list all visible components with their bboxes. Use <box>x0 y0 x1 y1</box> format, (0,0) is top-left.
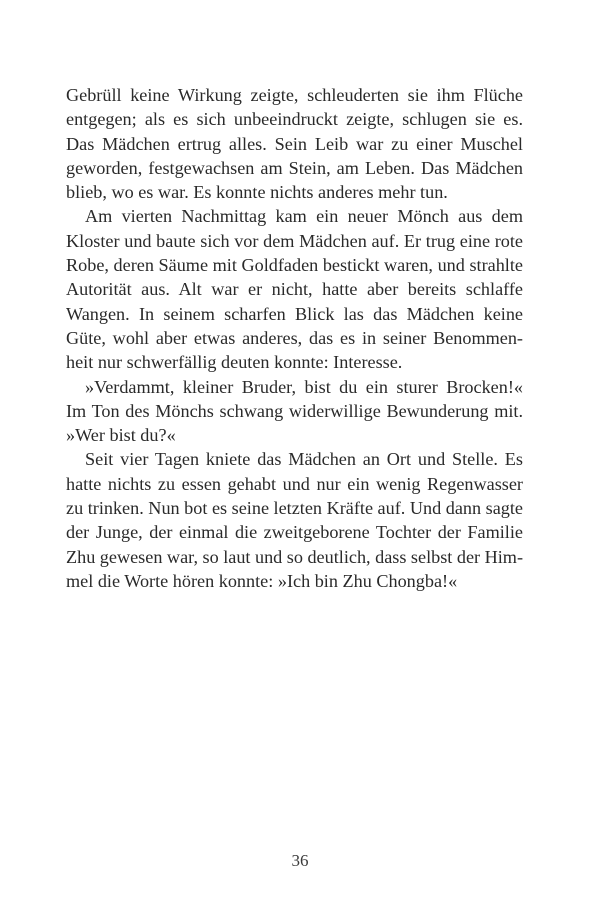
page-number: 36 <box>291 851 309 870</box>
text-line: Kloster und baute sich vor dem Mädchen auf. Er trug eine rote <box>66 230 523 251</box>
text-line: Das Mädchen ertrug alles. Sein Leib war zu einer Muschel <box>66 133 523 154</box>
text-line: Zhu gewesen war, so laut und so deutlich, dass selbst der Him- <box>66 546 523 567</box>
text-line: zu trinken. Nun bot es seine letzten Kräfte auf. Und dann sagte <box>66 498 523 519</box>
text-line: »Verdammt, kleiner Bruder, bist du ein sturer Brocken!« <box>85 376 523 397</box>
text-line: Robe, deren Säume mit Goldfaden bestickt waren, und strahlte <box>66 255 523 276</box>
body-text <box>66 83 523 593</box>
text-line: der Junge, der einmal die zweitgeborene Tochter der Familie <box>66 522 523 543</box>
text-line: mel die Worte hören konnte: »Ich bin Zhu Chongba!« <box>66 570 458 591</box>
paragraph <box>66 83 523 204</box>
text-line: blieb, wo es war. Es konnte nichts anderes mehr tun. <box>66 182 448 203</box>
text-line: heit nur schwerfällig deuten konnte: Interesse. <box>66 352 403 373</box>
text-line: Wangen. In seinem scharfen Blick las das Mädchen keine <box>66 303 523 324</box>
text-line: Autorität aus. Alt war er nicht, hatte aber bereits schlaffe <box>66 279 523 300</box>
text-line: geworden, festgewachsen am Stein, am Leben. Das Mädchen <box>66 157 523 178</box>
text-line: Gebrüll keine Wirkung zeigte, schleuderten sie ihm Flüche <box>66 85 523 105</box>
text-line: Im Ton des Mönchs schwang widerwillige Bewunderung mit. <box>66 400 523 421</box>
text-line: hatte nichts zu essen gehabt und nur ein wenig Regenwasser <box>66 473 523 494</box>
paragraph <box>66 204 523 374</box>
text-line: »Wer bist du?« <box>66 425 176 446</box>
text-line: Seit vier Tagen kniete das Mädchen an Ort und Stelle. Es <box>85 449 523 470</box>
text-line: Güte, wohl aber etwas anderes, das es in seiner Benommen- <box>66 327 523 348</box>
paragraph <box>66 375 523 448</box>
text-line: entgegen; als es sich unbeeindruckt zeigte, schlugen sie es. <box>66 109 523 130</box>
paragraph <box>66 447 523 593</box>
text-line: Am vierten Nachmittag kam ein neuer Mönch aus dem <box>85 206 523 227</box>
